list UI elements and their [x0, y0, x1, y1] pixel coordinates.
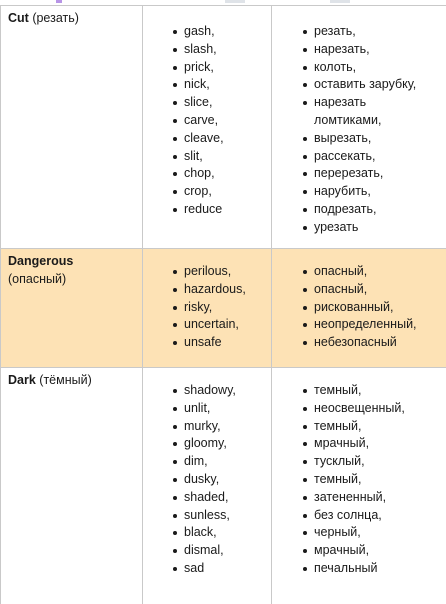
list-item: gloomy,	[171, 435, 271, 453]
list-item: sunless,	[171, 507, 271, 525]
russian-translation-list	[301, 368, 446, 578]
top-gray-mark	[330, 0, 350, 3]
term-translation: (тёмный)	[39, 373, 92, 387]
list-item: рискованный,	[301, 299, 446, 317]
english-synonym-list	[171, 6, 271, 219]
list-item: hazardous,	[171, 281, 271, 299]
list-item: темный,	[301, 418, 446, 436]
term-translation: (резать)	[32, 11, 79, 25]
list-item: темный,	[301, 382, 446, 400]
top-gray-mark	[225, 0, 245, 3]
list-item: мрачный,	[301, 435, 446, 453]
list-item: unsafe	[171, 334, 271, 352]
list-item: мрачный,	[301, 542, 446, 560]
list-item: gash,	[171, 23, 271, 41]
vocabulary-table	[0, 5, 446, 604]
term-word: Dark	[8, 373, 36, 387]
list-item: печальный	[301, 560, 446, 578]
list-item: неосвещенный,	[301, 400, 446, 418]
list-item: murky,	[171, 418, 271, 436]
list-item: uncertain,	[171, 316, 271, 334]
list-item: оставить зарубку,	[301, 76, 446, 94]
top-accent-mark	[56, 0, 62, 3]
list-item: нарубить,	[301, 183, 446, 201]
russian-translations-cell	[272, 249, 446, 368]
list-item: нарезать ломтиками,	[301, 94, 446, 130]
list-item: неопределенный,	[301, 316, 446, 334]
russian-translation-list	[301, 249, 446, 352]
term-word: Cut	[8, 11, 29, 25]
list-item: risky,	[171, 299, 271, 317]
list-item: perilous,	[171, 263, 271, 281]
list-item: затененный,	[301, 489, 446, 507]
english-synonyms-cell	[143, 249, 272, 368]
list-item: темный,	[301, 471, 446, 489]
list-item: dusky,	[171, 471, 271, 489]
russian-translations-cell	[272, 6, 446, 249]
table-row	[1, 368, 446, 604]
list-item: нарезать,	[301, 41, 446, 59]
term-cell	[1, 249, 143, 368]
list-item: slit,	[171, 148, 271, 166]
list-item: перерезать,	[301, 165, 446, 183]
list-item: shaded,	[171, 489, 271, 507]
english-synonym-list	[171, 249, 271, 352]
list-item: shadowy,	[171, 382, 271, 400]
term-translation: (опасный)	[8, 271, 67, 286]
list-item: carve,	[171, 112, 271, 130]
list-item: crop,	[171, 183, 271, 201]
list-item: небезопасный	[301, 334, 446, 352]
list-item: черный,	[301, 524, 446, 542]
list-item: nick,	[171, 76, 271, 94]
table-row	[1, 6, 446, 249]
list-item: reduce	[171, 201, 271, 219]
list-item: тусклый,	[301, 453, 446, 471]
list-item: slash,	[171, 41, 271, 59]
term-cell	[1, 368, 143, 604]
list-item: cleave,	[171, 130, 271, 148]
english-synonyms-cell	[143, 6, 272, 249]
list-item: без солнца,	[301, 507, 446, 525]
list-item: dismal,	[171, 542, 271, 560]
list-item: black,	[171, 524, 271, 542]
list-item: slice,	[171, 94, 271, 112]
list-item: подрезать,	[301, 201, 446, 219]
table-row	[1, 249, 446, 368]
list-item: колоть,	[301, 59, 446, 77]
list-item: prick,	[171, 59, 271, 77]
term-word: Dangerous	[8, 254, 74, 268]
list-item: вырезать,	[301, 130, 446, 148]
russian-translations-cell	[272, 368, 446, 604]
list-item: урезать	[301, 219, 446, 237]
list-item: резать,	[301, 23, 446, 41]
list-item: dim,	[171, 453, 271, 471]
list-item: unlit,	[171, 400, 271, 418]
list-item: sad	[171, 560, 271, 578]
term-cell	[1, 6, 143, 249]
list-item: chop,	[171, 165, 271, 183]
list-item: опасный,	[301, 263, 446, 281]
english-synonym-list	[171, 368, 271, 578]
english-synonyms-cell	[143, 368, 272, 604]
russian-translation-list	[301, 6, 446, 237]
list-item: рассекать,	[301, 148, 446, 166]
list-item: опасный,	[301, 281, 446, 299]
